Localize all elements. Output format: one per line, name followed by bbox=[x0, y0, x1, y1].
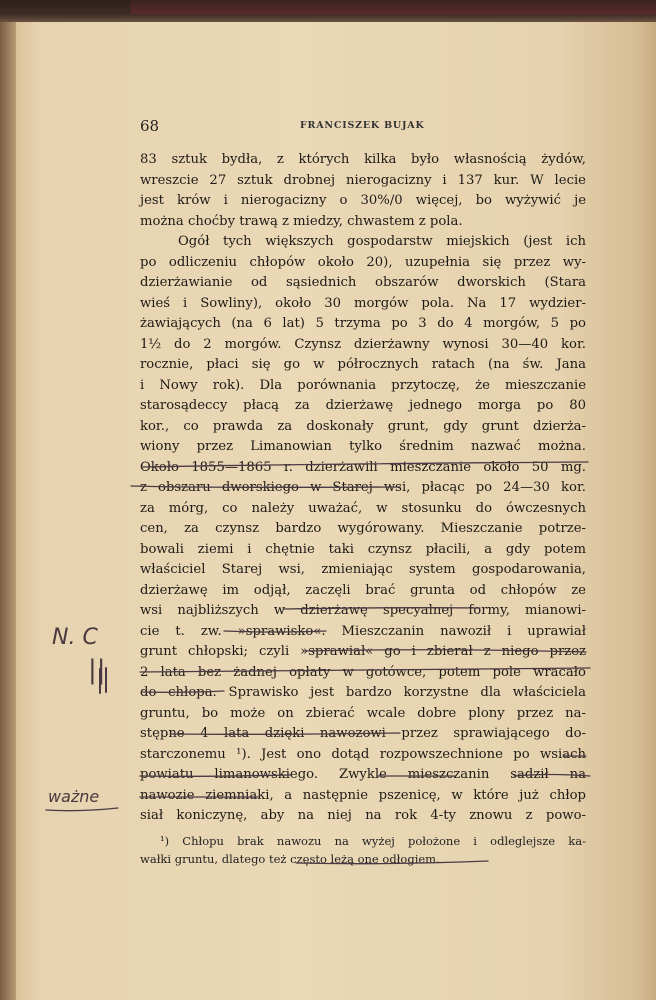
body-line: kor., co prawda za doskonały grunt, gdy grunt dzierża- bbox=[140, 418, 586, 434]
body-line: wsi najbliższych w dzierżawę specyalnej formy, mianowi- bbox=[140, 603, 586, 618]
footnote-line: ¹) Chłopu brak nawozu na wyżej położone i odleglejsze ka- bbox=[160, 834, 586, 848]
body-line: z obszaru dworskiego w Starej wsi, płacąc po 24—30 kor. bbox=[140, 480, 586, 495]
body-line: rocznie, płaci się go w półrocznych ratach (na św. Jana bbox=[140, 357, 586, 372]
body-line: starczonemu ¹). Jest ono dotąd rozpowszechnione po wsiach bbox=[140, 746, 586, 762]
body-line: siał koniczynę, aby na niej na rok 4-ty znowu z powo- bbox=[140, 808, 586, 823]
body-line: wiony przez Limanowian tylko średnim nazwać można. bbox=[140, 439, 586, 454]
body-line: nawozie ziemniaki, a następnie pszenicę, w które już chłop bbox=[140, 787, 586, 803]
body-line: Około 1855—1865 r. dzierżawili mieszczanie około 50 mg. bbox=[140, 459, 586, 475]
body-line: można choćby trawą z miedzy, chwastem z pola. bbox=[140, 213, 463, 229]
body-line: dzierżawianie od sąsiednich obszarów dworskich (Stara bbox=[140, 275, 586, 290]
body-line: i Nowy rok). Dla porównania przytoczę, że mieszczanie bbox=[140, 377, 586, 393]
page-gutter bbox=[0, 22, 16, 1000]
body-line: za mórg, co należy uważać, w stosunku do ówczesnych bbox=[140, 500, 586, 516]
body-line: bowali ziemi i chętnie taki czynsz płacili, a gdy potem bbox=[140, 541, 586, 557]
body-line: do chłopa. Sprawisko jest bardzo korzystne dla właściciela bbox=[140, 685, 586, 700]
body-line: dzierżawę im odjął, zaczęli brać grunta od chłopów ze bbox=[140, 582, 586, 598]
page-number: 68 bbox=[140, 117, 160, 135]
page-top-edge bbox=[0, 0, 656, 22]
body-line: wreszcie 27 sztuk drobnej nierogacizny i 137 kur. W lecie bbox=[140, 172, 586, 188]
margin-note-wazne: ważne bbox=[48, 787, 100, 806]
body-line: stępne 4 lata dzięki nawozowi przez sprawiającego do- bbox=[140, 726, 586, 741]
footnote bbox=[140, 832, 586, 868]
footnote-line: wałki gruntu, dlatego też często leżą one odłogiem. bbox=[140, 852, 440, 866]
body-line: 83 sztuk bydła, z których kilka było własnością żydów, bbox=[140, 152, 586, 167]
margin-note-double-bar: || bbox=[88, 655, 106, 685]
body-line: gruntu, bo może on zbierać wcale dobre plony przez na- bbox=[140, 705, 586, 721]
running-head: FRANCISZEK BUJAK bbox=[300, 120, 425, 131]
margin-note-nc: N. C bbox=[52, 625, 98, 650]
margin-underline-wazne bbox=[46, 808, 118, 811]
body-line: cie t. zw. »sprawisko«. Mieszczanin nawoził i uprawiał bbox=[140, 623, 586, 639]
body-line: powiatu limanowskiego. Zwykle mieszczanin sadził na bbox=[140, 767, 586, 782]
body-line: starosądeccy płacą za dzierżawę jednego morga po 80 bbox=[140, 398, 586, 413]
body-line: właściciel Starej wsi, zmieniając system gospodarowania, bbox=[140, 562, 586, 577]
body-text bbox=[140, 150, 586, 827]
body-line: 1½ do 2 morgów. Czynsz dzierżawny wynosi 30—40 kor. bbox=[140, 336, 586, 352]
body-line: żawiających (na 6 lat) 5 trzyma po 3 do 4 morgów, 5 po bbox=[140, 316, 586, 331]
body-line: jest krów i nierogacizny o 30%/0 więcej, bo wyżywić je bbox=[140, 193, 586, 208]
book-cover-strip bbox=[130, 0, 656, 14]
body-line: 2 lata bez żadnej opłaty w gotówce, potem pole wracało bbox=[140, 664, 586, 680]
body-line: po odliczeniu chłopów około 20), uzupełnia się przez wy- bbox=[140, 254, 586, 270]
body-line: grunt chłopski; czyli »sprawiał« go i zbierał z niego przez bbox=[140, 644, 586, 659]
body-line: wieś i Sowliny), około 30 morgów pola. Na 17 wydzier- bbox=[140, 295, 586, 311]
body-line: cen, za czynsz bardzo wygórowany. Mieszczanie potrze- bbox=[140, 521, 586, 536]
body-line: Ogół tych większych gospodarstw miejskich (jest ich bbox=[178, 234, 586, 249]
